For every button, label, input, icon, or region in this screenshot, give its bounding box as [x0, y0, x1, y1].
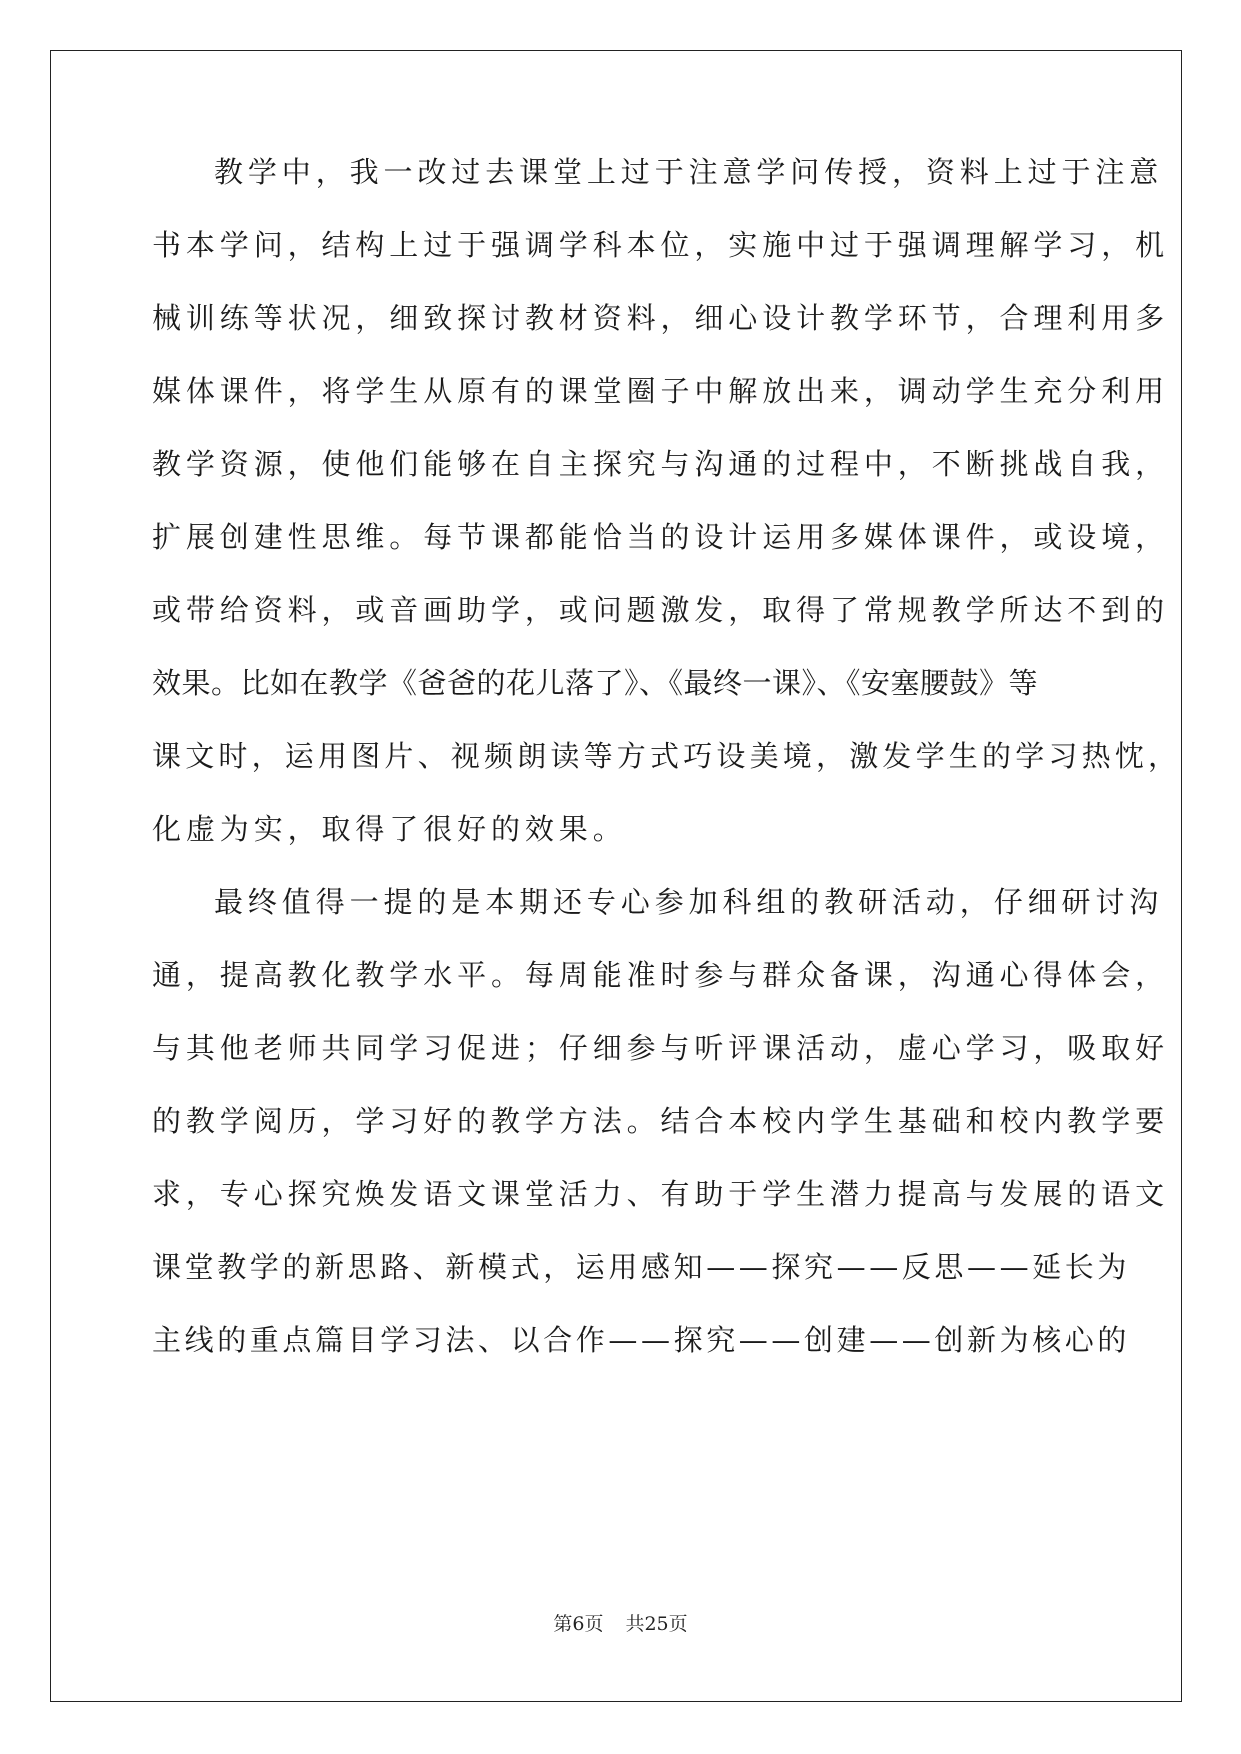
paragraph-1-line-6: 扩展创建性思维。每节课都能恰当的设计运用多媒体课件，或设境，	[152, 520, 1170, 554]
paragraph-1-line-2: 书本学问，结构上过于强调学科本位，实施中过于强调理解学习，机	[152, 228, 1170, 262]
paragraph-2-line-5: 求，专心探究焕发语文课堂活力、有助于学生潜力提高与发展的语文	[152, 1177, 1170, 1211]
paragraph-2-line-2: 通，提高教化教学水平。每周能准时参与群众备课，沟通心得体会，	[152, 958, 1170, 992]
page-footer	[0, 1612, 1241, 1636]
paragraph-1-line-7: 或带给资料，或音画助学，或问题激发，取得了常规教学所达不到的	[152, 593, 1170, 627]
paragraph-2-line-1: 最终值得一提的是本期还专心参加科组的教研活动，仔细研讨沟	[214, 885, 1164, 919]
current-page-number: 第6页	[553, 1613, 604, 1635]
paragraph-2-line-4: 的教学阅历，学习好的教学方法。结合本校内学生基础和校内教学要	[152, 1104, 1170, 1138]
paragraph-1-line-3: 械训练等状况，细致探讨教材资料，细心设计教学环节，合理利用多	[152, 301, 1170, 335]
paragraph-2-line-3: 与其他老师共同学习促进；仔细参与听评课活动，虚心学习，吸取好	[152, 1031, 1170, 1065]
paragraph-1-line-10: 化虚为实，取得了很好的效果。	[152, 812, 627, 846]
paragraph-2-line-7: 主线的重点篇目学习法、以合作——探究——创建——创新为核心的	[152, 1323, 1131, 1357]
paragraph-2-line-6: 课堂教学的新思路、新模式，运用感知——探究——反思——延长为	[152, 1250, 1131, 1284]
total-pages-number: 共25页	[625, 1613, 688, 1635]
paragraph-1-line-1: 教学中，我一改过去课堂上过于注意学问传授，资料上过于注意	[214, 155, 1164, 189]
paragraph-1-line-4: 媒体课件，将学生从原有的课堂圈子中解放出来，调动学生充分利用	[152, 374, 1170, 408]
paragraph-1-line-9: 课文时，运用图片、视频朗读等方式巧设美境，激发学生的学习热忱，	[152, 739, 1182, 773]
paragraph-1-line-8: 效果。比如在教学《爸爸的花儿落了》、《最终一课》、《安塞腰鼓》等	[152, 666, 1039, 700]
paragraph-1-line-5: 教学资源，使他们能够在自主探究与沟通的过程中，不断挑战自我，	[152, 447, 1170, 481]
